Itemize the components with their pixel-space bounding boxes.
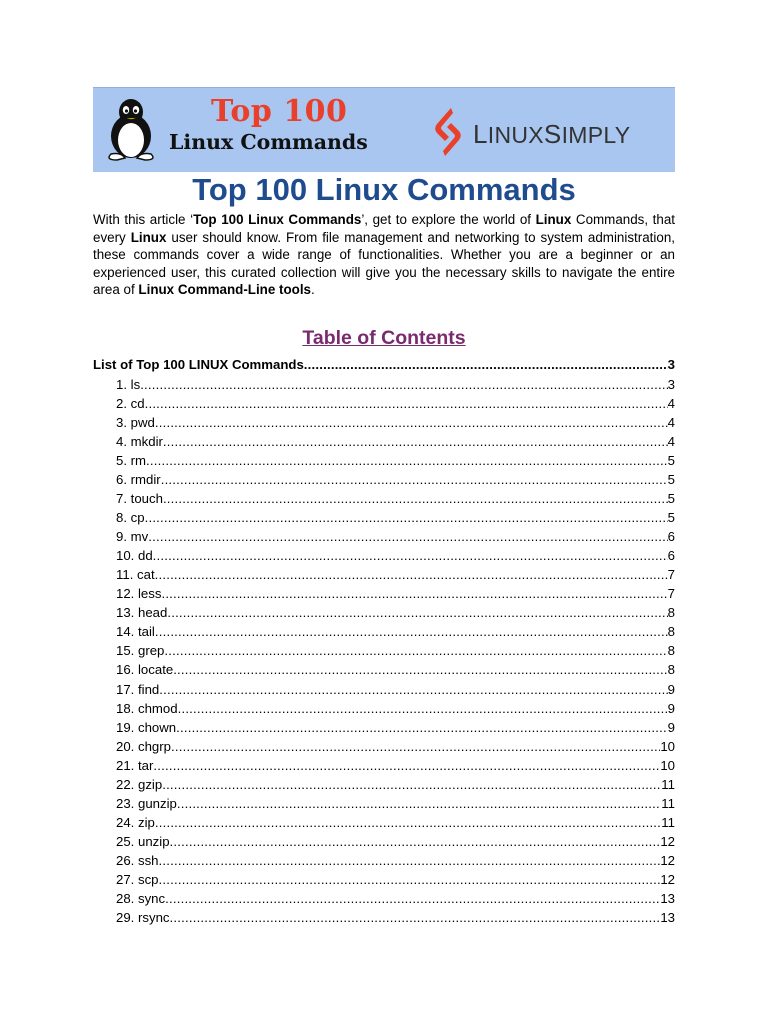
- toc-item[interactable]: [116, 565, 675, 584]
- toc-item-label: 6. rmdir: [116, 472, 161, 488]
- toc-item-page: 10: [660, 757, 675, 773]
- toc-item-page: 5: [667, 510, 675, 526]
- toc-leader-dots: [304, 356, 668, 374]
- toc-item-page: 12: [660, 833, 675, 849]
- toc-leader-dots: [146, 451, 668, 470]
- toc-item-page: 6: [667, 548, 675, 564]
- toc-leader-dots: [155, 413, 668, 432]
- toc-item-label: 17. find: [116, 681, 160, 697]
- toc-item[interactable]: [116, 756, 675, 775]
- toc-item-page: 6: [667, 529, 675, 545]
- toc-leader-dots: [159, 680, 667, 699]
- toc-item-label: 18. chmod: [116, 700, 178, 716]
- toc-leader-dots: [153, 546, 668, 565]
- toc-leader-dots: [148, 527, 667, 546]
- toc-item-page: 13: [660, 890, 675, 906]
- toc-item-page: 5: [667, 491, 675, 507]
- toc-main-entry[interactable]: [93, 356, 675, 374]
- toc-item[interactable]: [116, 889, 675, 908]
- toc-item[interactable]: [116, 508, 675, 527]
- toc-item-label: 14. tail: [116, 624, 155, 640]
- banner-headline: Top 100: [211, 94, 348, 129]
- toc-main-label: List of Top 100 LINUX Commands: [93, 357, 304, 372]
- banner-subheadline: Linux Commands: [169, 130, 368, 154]
- toc-item-page: 8: [667, 643, 675, 659]
- toc-item-page: 11: [661, 814, 675, 830]
- toc-leader-dots: [177, 794, 661, 813]
- toc-leader-dots: [159, 851, 661, 870]
- toc-item[interactable]: [116, 527, 675, 546]
- toc-item-label: 22. gzip: [116, 776, 163, 792]
- toc-item-label: 8. cp: [116, 510, 145, 526]
- toc-leader-dots: [165, 889, 660, 908]
- toc-item-page: 8: [667, 662, 675, 678]
- toc-item-label: 23. gunzip: [116, 795, 177, 811]
- toc-item-label: 10. dd: [116, 548, 153, 564]
- toc-item-label: 7. touch: [116, 491, 163, 507]
- toc-item-page: 11: [661, 776, 675, 792]
- toc-item-page: 9: [667, 681, 675, 697]
- toc-item-page: 5: [667, 453, 675, 469]
- toc-item-label: 1. ls: [116, 377, 141, 392]
- toc-item-label: 11. cat: [116, 567, 155, 583]
- toc-item[interactable]: [116, 794, 675, 813]
- toc-item-page: 7: [667, 567, 675, 583]
- toc-item[interactable]: [116, 680, 675, 699]
- toc-item[interactable]: [116, 908, 675, 927]
- toc-item-page: 4: [667, 415, 675, 431]
- toc-item[interactable]: [116, 622, 675, 641]
- toc-item[interactable]: [116, 641, 675, 660]
- toc-item[interactable]: [116, 451, 675, 470]
- toc-item-page: 13: [660, 909, 675, 925]
- toc-leader-dots: [155, 565, 668, 584]
- toc-item-label: 27. scp: [116, 871, 159, 887]
- toc-leader-dots: [178, 699, 668, 718]
- intro-paragraph: With this article ‘Top 100 Linux Commands’, get to explore the world of Linux Commands, that every Linux user should know. From file management and networking to system administration, these commands cover a wide range of functionalities. Whether you are a beginner or an experienced user, this curated collection will give you the necessary skills to navigate the entire area of Linux Command-Line tools.: [93, 212, 675, 298]
- toc-item-label: 3. pwd: [116, 415, 155, 431]
- toc-leader-dots: [155, 622, 668, 641]
- toc-item[interactable]: [116, 584, 675, 603]
- toc-item[interactable]: [116, 432, 675, 451]
- toc-item[interactable]: [116, 660, 675, 679]
- toc-item-label: 20. chgrp: [116, 738, 171, 754]
- toc-leader-dots: [167, 603, 667, 622]
- toc-item[interactable]: [116, 870, 675, 889]
- toc-item-page: 9: [667, 719, 675, 735]
- toc-item-label: 9. mv: [116, 529, 149, 545]
- toc-item[interactable]: [116, 832, 675, 851]
- toc-item-label: 13. head: [116, 605, 168, 621]
- toc-leader-dots: [162, 775, 661, 794]
- toc-item-page: 4: [667, 434, 675, 450]
- tux-penguin-icon: [103, 96, 159, 162]
- toc-leader-dots: [161, 584, 667, 603]
- toc-leader-dots: [159, 870, 661, 889]
- toc-leader-dots: [161, 470, 668, 489]
- toc-leader-dots: [145, 394, 668, 413]
- toc-item[interactable]: [116, 718, 675, 737]
- toc-item-label: 19. chown: [116, 719, 177, 735]
- toc-leader-dots: [140, 375, 667, 394]
- toc-item-label: 26. ssh: [116, 852, 159, 868]
- toc-leader-dots: [145, 508, 668, 527]
- toc-main-page: 3: [667, 357, 675, 372]
- toc-item-page: 10: [660, 738, 675, 754]
- toc-item[interactable]: [116, 851, 675, 870]
- toc-item-label: 24. zip: [116, 814, 155, 830]
- toc-item-page: 4: [667, 396, 675, 412]
- toc-item-label: 12. less: [116, 586, 162, 602]
- toc-item[interactable]: [116, 375, 675, 394]
- toc-item-label: 5. rm: [116, 453, 147, 469]
- toc-item[interactable]: [116, 775, 675, 794]
- toc-item-page: 12: [660, 871, 675, 887]
- toc-item-page: 12: [660, 852, 675, 868]
- toc-item-label: 25. unzip: [116, 833, 170, 849]
- toc-item-label: 16. locate: [116, 662, 174, 678]
- toc-leader-dots: [163, 432, 668, 451]
- toc-item-label: 28. sync: [116, 890, 166, 906]
- toc-item[interactable]: [116, 737, 675, 756]
- page-title: Top 100 Linux Commands: [192, 172, 576, 207]
- toc-item[interactable]: [116, 489, 675, 508]
- toc-item[interactable]: [116, 546, 675, 565]
- toc-leader-dots: [155, 813, 661, 832]
- toc-item-page: 5: [667, 472, 675, 488]
- toc-item-label: 29. rsync: [116, 909, 170, 925]
- toc-list: [116, 375, 675, 927]
- toc-item-label: 15. grep: [116, 643, 165, 659]
- toc-leader-dots: [176, 718, 668, 737]
- toc-item-page: 8: [667, 605, 675, 621]
- toc-item-page: 3: [667, 377, 675, 392]
- header-banner: [93, 87, 675, 172]
- toc-leader-dots: [170, 832, 661, 851]
- linuxsimply-logo-icon: [431, 106, 465, 158]
- toc-leader-dots: [164, 641, 667, 660]
- toc-item[interactable]: [116, 813, 675, 832]
- toc-item[interactable]: [116, 413, 675, 432]
- toc-heading: Table of Contents: [302, 327, 466, 349]
- toc-item[interactable]: [116, 394, 675, 413]
- toc-item[interactable]: [116, 699, 675, 718]
- toc-item-page: 7: [667, 586, 675, 602]
- toc-item-label: 4. mkdir: [116, 434, 163, 450]
- toc-leader-dots: [170, 908, 661, 927]
- toc-leader-dots: [153, 756, 660, 775]
- toc-item[interactable]: [116, 603, 675, 622]
- toc-leader-dots: [171, 737, 660, 756]
- toc-leader-dots: [163, 489, 668, 508]
- toc-item[interactable]: [116, 470, 675, 489]
- toc-item-page: 8: [667, 624, 675, 640]
- toc-item-page: 9: [667, 700, 675, 716]
- brand-name: LINUXSIMPLY: [473, 119, 631, 149]
- toc-item-label: 21. tar: [116, 757, 154, 773]
- toc-item-page: 11: [661, 795, 675, 811]
- toc-leader-dots: [173, 660, 667, 679]
- toc-item-label: 2. cd: [116, 396, 145, 412]
